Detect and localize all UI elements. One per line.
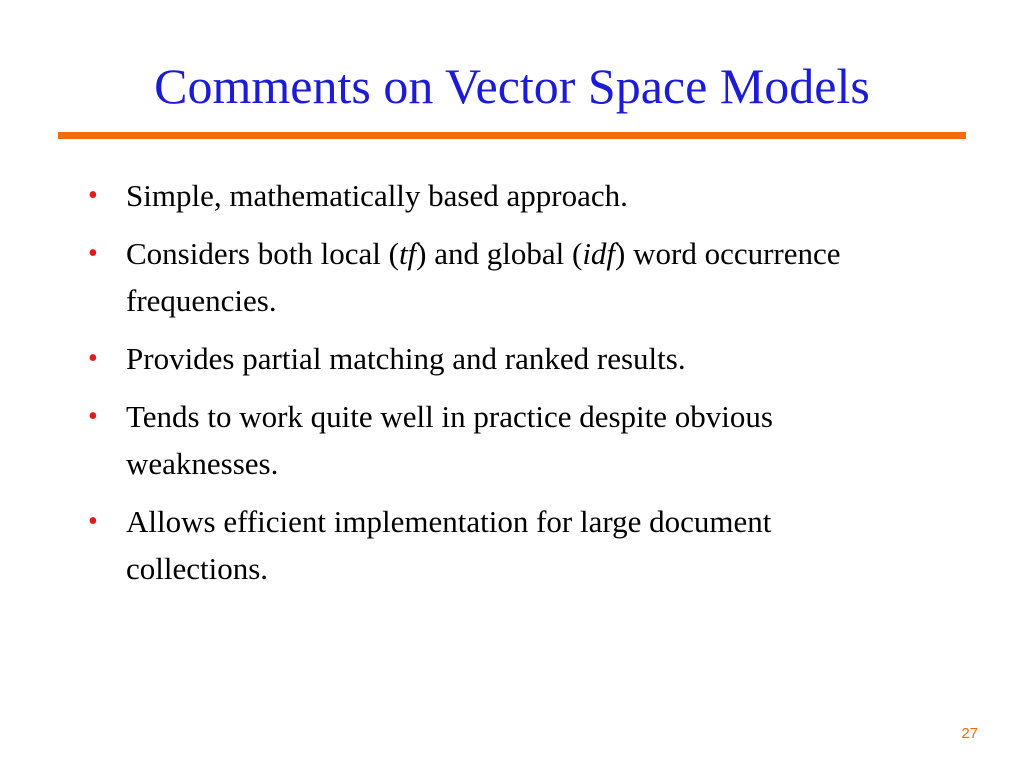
bullet-marker: •	[88, 401, 98, 432]
bullet-text	[126, 504, 771, 586]
slide-title: Comments on Vector Space Models	[154, 58, 870, 114]
bullet-item	[84, 335, 904, 382]
bullet-term-italic: tf	[398, 236, 417, 271]
bullet-item	[84, 498, 904, 592]
bullet-item	[84, 230, 904, 324]
bullet-item	[84, 393, 904, 487]
bullet-text-run: Considers both local (	[126, 236, 399, 271]
bullet-text-run: Allows efficient implementation for large document collections.	[126, 504, 772, 586]
bullet-text	[126, 399, 773, 481]
bullet-marker: •	[88, 238, 98, 269]
title-divider	[58, 132, 966, 139]
bullet-list	[84, 172, 904, 603]
bullet-text	[126, 236, 841, 318]
bullet-text	[126, 341, 686, 376]
bullet-text-run: Simple, mathematically based approach.	[126, 178, 628, 213]
bullet-term-italic: idf	[582, 236, 616, 271]
bullet-text-run: ) and global (	[416, 236, 583, 271]
bullet-item	[84, 172, 904, 219]
bullet-text-run: ) word occurrence frequencies.	[126, 236, 841, 318]
bullet-marker: •	[88, 343, 98, 374]
bullet-marker: •	[88, 506, 98, 537]
bullet-text-run: Tends to work quite well in practice despite obvious weaknesses.	[126, 399, 773, 481]
bullet-text	[126, 178, 628, 213]
bullet-marker: •	[88, 180, 98, 211]
page-number: 27	[961, 725, 978, 742]
bullet-text-run: Provides partial matching and ranked results.	[126, 341, 686, 376]
